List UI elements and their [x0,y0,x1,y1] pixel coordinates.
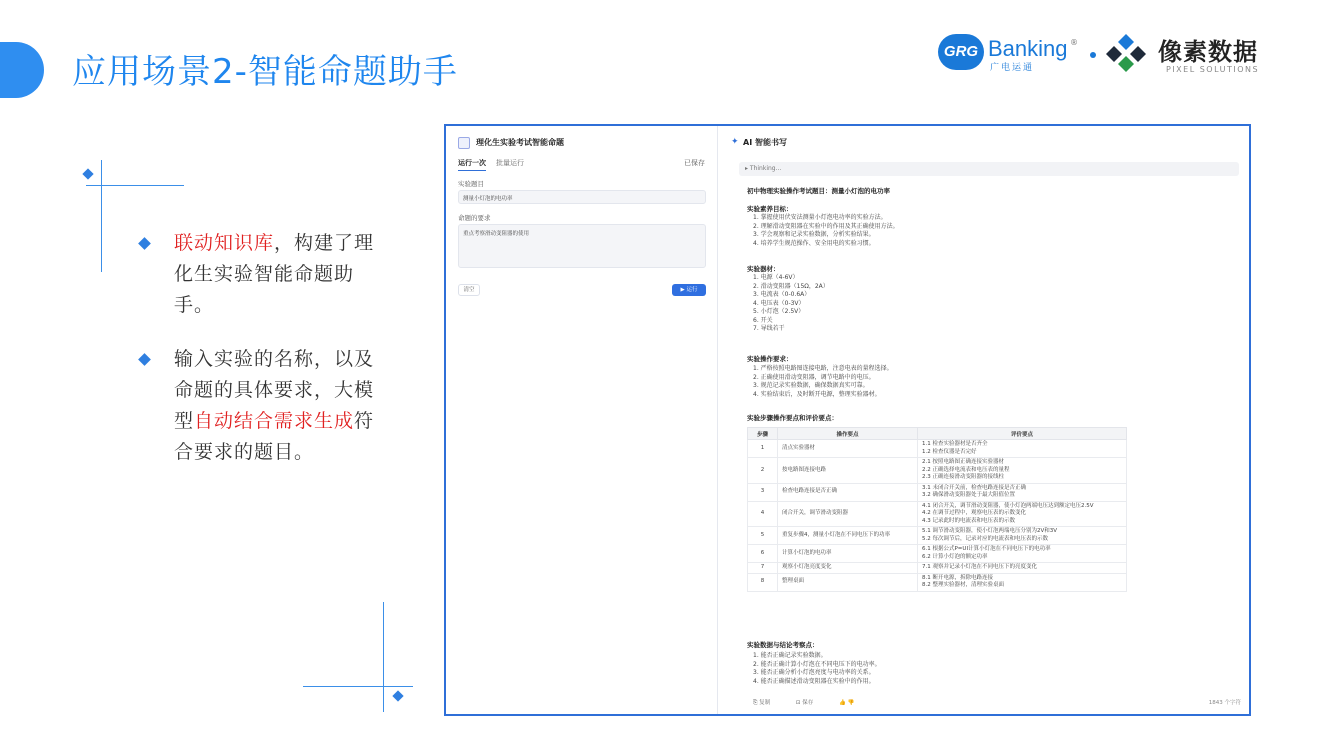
field-req-label: 命题的要求 [458,214,491,222]
table-cell-eval [918,458,1127,484]
section-goals-title: 实验素养目标： [747,205,793,213]
requirement-textarea[interactable]: 重点考察滑动变阻器的使用 [458,224,706,268]
concl-list [753,652,881,686]
grg-logo-word: Banking [988,36,1068,61]
eval-line: 8.1 断开电源，拆除电路连接 [922,574,993,581]
table-row [748,483,1127,501]
table-row [748,458,1127,484]
list-item: 2. 滑动变阻器（15Ω，2A） [753,282,829,290]
eval-line: 7.1 观察并记录小灯泡在不同电压下的亮度变化 [922,564,1037,570]
table-cell-op: 检查电路连接是否正确 [778,483,918,501]
logo-separator-dot [1090,52,1096,58]
section-steps-title: 实验步骤操作要点和评价要点： [747,414,838,422]
grg-logo-cn: 广电运通 [990,63,1035,73]
eval-line: 8.2 整理实验器材，清理实验桌面 [922,582,1004,588]
copy-button[interactable]: ⎘ 复制 [753,700,771,706]
output-panel [719,126,1251,714]
bullet-2-text: 输入实验的名称，以及命题的具体要求，大模型 [174,348,375,432]
table-cell-op: 计算小灯泡的电功率 [778,545,918,563]
copy-label: 复制 [759,700,771,706]
app-title: 理化生实验考试智能命题 [476,138,564,147]
table-cell-step: 6 [748,545,778,563]
deco-line-top-v [101,160,102,272]
deco-diamond-bottom [392,690,403,701]
eval-line: 2.3 正确连接滑动变阻器的接线柱 [922,474,1004,480]
eval-line: 5.2 每次调节后，记录对应的电流表和电压表的示数 [922,535,1048,542]
table-cell-eval [918,440,1127,458]
steps-table [747,427,1127,592]
deco-line-bottom-h [303,686,413,687]
table-cell-eval [918,527,1127,545]
field-title-label: 实验题目 [458,180,484,188]
bullet-diamond-icon [138,237,151,250]
list-item: 3. 学会观察和记录实验数据，分析实验结果。 [753,231,875,238]
table-cell-op: 整理桌面 [778,573,918,591]
eval-line: 1.2 检查仪器是否完好 [922,448,977,455]
app-screenshot [444,124,1251,716]
table-cell-step: 5 [748,527,778,545]
eval-line: 6.2 计算小灯泡的额定功率 [922,553,988,560]
content-title: 初中物理实验操作考试题目：测量小灯泡的电功率 [747,187,890,195]
table-header: 操作要点 [778,428,918,440]
table-header-row [748,428,1127,440]
eval-line: 2.1 按照电路图正确连接实验器材 [922,459,1004,465]
table-cell-op: 重复步骤4，测量小灯泡在不同电压下的功率 [778,527,918,545]
table-header: 步骤 [748,428,778,440]
list-item: 7. 导线若干 [753,325,785,332]
grg-logo-mark: GRG [938,34,984,70]
bullet-2-highlight: 自动结合需求生成 [194,410,355,432]
tab-batch-run[interactable]: 批量运行 [496,159,524,167]
list-item: 6. 开关 [753,316,773,324]
table-cell-step: 8 [748,573,778,591]
table-cell-step: 7 [748,563,778,574]
list-item: 2. 能否正确计算小灯泡在不同电压下的电功率。 [753,660,881,668]
table-row [748,440,1127,458]
output-footer [753,698,867,707]
save-label: 保存 [802,700,814,706]
bullet-2 [140,344,380,468]
input-panel [446,126,718,714]
eval-line: 2.2 正确选择电流表和电压表的量程 [922,466,1010,473]
table-header: 评价要点 [918,428,1127,440]
list-item: 4. 培养学生规范操作、安全用电的实验习惯。 [753,239,875,247]
save-button[interactable]: ⊡ 保存 [795,700,814,706]
table-row [748,501,1127,527]
deco-diamond-top [82,168,93,179]
list-item: 1. 能否正确记录实验数据。 [753,652,827,659]
bullet-1-highlight: 联动知识库 [174,232,275,254]
table-row [748,563,1127,574]
eval-line: 1.1 检查实验器材是否齐全 [922,441,988,447]
experiment-title-input[interactable]: 测量小灯泡的电功率 [458,190,706,204]
list-item: 1. 电源（4-6V） [753,274,799,281]
table-cell-step: 1 [748,440,778,458]
clear-button[interactable]: 清空 [458,284,480,296]
saved-status: 已保存 [684,159,705,167]
table-cell-eval [918,501,1127,527]
section-equip-title: 实验器材： [747,265,780,273]
eval-line: 3.2 确保滑动变阻器处于最大阻值位置 [922,492,1015,498]
ai-spark-icon: ✦ [731,137,739,147]
equip-list [753,274,829,334]
eval-line: 4.1 闭合开关，调节滑动变阻器，使小灯泡两端电压达到额定电压2.5V [922,502,1094,509]
run-button[interactable]: ▶ 运行 [672,284,706,296]
section-req-title: 实验操作要求： [747,355,793,363]
title-accent-blob [0,42,44,98]
like-dislike-icon[interactable]: 👍 👎 [839,700,855,706]
eval-line: 5.1 调节滑动变阻器，使小灯泡两端电压分别为2V和3V [922,528,1058,534]
table-row [748,573,1127,591]
table-cell-eval [918,563,1127,574]
list-item: 5. 小灯泡（2.5V） [753,308,805,315]
bullet-2-text-end: 符合要求的题目。 [174,410,375,463]
bullet-1 [140,228,380,321]
list-item: 1. 严格按照电路图连接电路，注意电表的量程选择。 [753,365,893,372]
list-item: 4. 实验结束后，及时断开电源，整理实验器材。 [753,390,881,398]
pixel-logo-sub: PIXEL SOLUTIONS [1166,65,1260,74]
grg-reg-mark: ® [1070,38,1078,47]
table-cell-op: 观察小灯泡亮度变化 [778,563,918,574]
eval-line: 4.3 记录此时的电流表和电压表的示数 [922,517,1015,524]
table-cell-step: 2 [748,458,778,484]
pixel-logo-name: 像素数据 [1158,38,1258,66]
table-cell-eval [918,483,1127,501]
deco-line-bottom-v [383,602,384,712]
list-item: 1. 掌握使用伏安法测量小灯泡电功率的实验方法。 [753,214,887,221]
eval-line: 4.2 在调节过程中，观察电压表的示数变化 [922,510,1026,516]
req-list [753,365,893,399]
list-item: 3. 电流表（0-0.6A） [753,291,811,298]
table-cell-op: 闭合开关，调节滑动变阻器 [778,501,918,527]
char-count: 1843 个字符 [1208,700,1241,706]
list-item: 3. 规范记录实验数据，确保数据真实可靠。 [753,382,869,389]
list-item: 4. 电压表（0-3V） [753,299,805,307]
eval-line: 3.1 未闭合开关前，检查电路连接是否正确 [922,484,1026,491]
tab-run-once[interactable]: 运行一次 [458,158,486,171]
eval-line: 6.1 根据公式P=UI计算小灯泡在不同电压下的电功率 [922,546,1051,552]
output-panel-title: AI 智能书写 [743,138,787,147]
table-cell-op: 按电路图连接电路 [778,458,918,484]
bullet-1-text: ，构建了理化生实验智能命题助手。 [174,232,375,316]
goals-list [753,214,899,248]
section-concl-title: 实验数据与结论考察点： [747,641,819,649]
list-item: 4. 能否正确描述滑动变阻器在实验中的作用。 [753,677,875,685]
table-cell-eval [918,573,1127,591]
list-item: 2. 理解滑动变阻器在实验中的作用及其正确使用方法。 [753,222,899,230]
table-cell-op: 清点实验器材 [778,440,918,458]
table-cell-eval [918,545,1127,563]
bullet-diamond-icon [138,353,151,366]
app-icon [458,137,470,149]
thinking-toggle[interactable]: ▸ Thinking... [739,162,1239,176]
pixel-logo-icon [1104,30,1148,74]
table-row [748,527,1127,545]
list-item: 3. 能否正确分析小灯泡亮度与电功率的关系。 [753,669,875,676]
list-item: 2. 正确使用滑动变阻器，调节电路中的电压。 [753,373,875,381]
table-row [748,545,1127,563]
slide-title: 应用场景2-智能命题助手 [72,52,458,92]
table-cell-step: 4 [748,501,778,527]
table-cell-step: 3 [748,483,778,501]
